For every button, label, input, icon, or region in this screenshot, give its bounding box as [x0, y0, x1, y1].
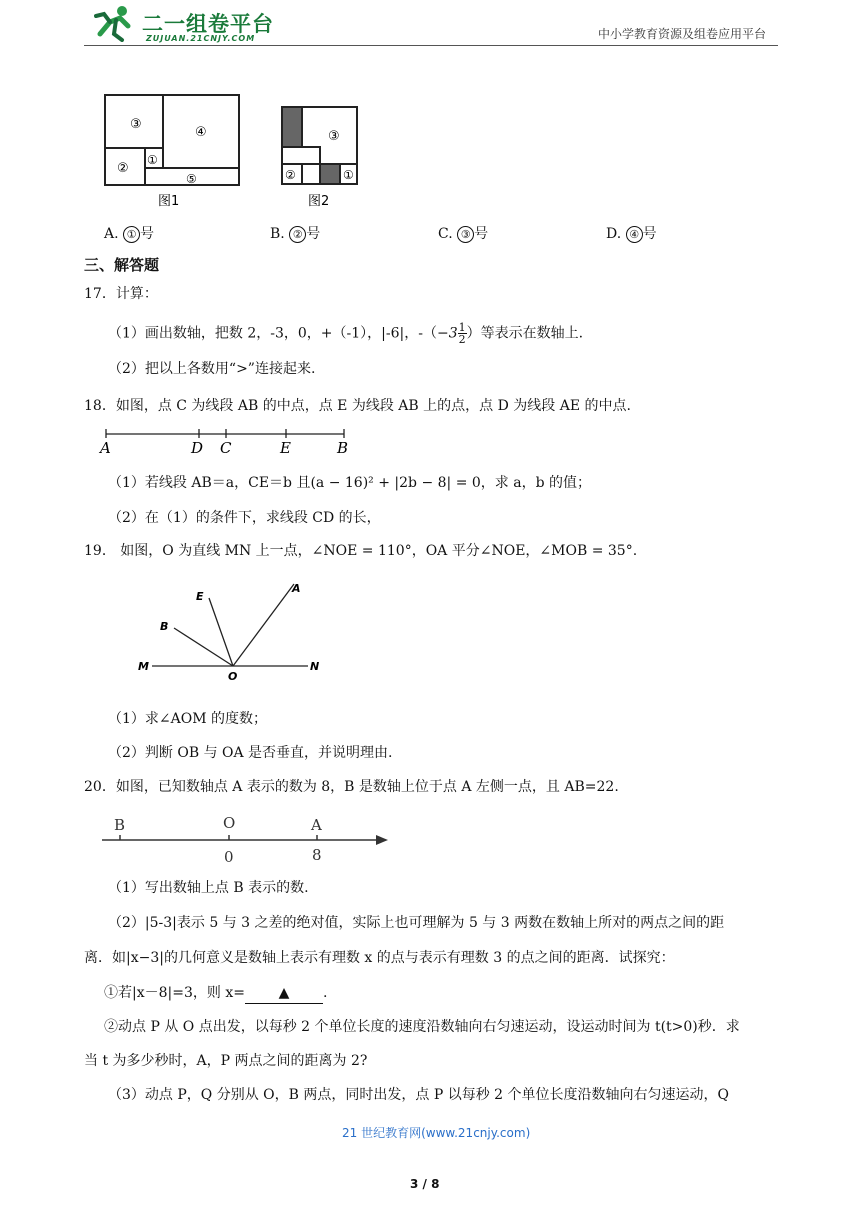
fig1-label-4: ④: [195, 125, 207, 140]
fig2-caption: 图2: [308, 194, 330, 209]
point-m-label: M: [138, 660, 149, 673]
axis-point-b: B: [114, 816, 126, 834]
option-d: D. ④ 号: [606, 226, 657, 242]
option-c: C. ③ 号: [438, 226, 489, 242]
ray-a-label: A: [292, 582, 301, 595]
fraction: $\frac{1}{2}$: [458, 321, 466, 346]
q20-sub1: ①若|x－8|=3，则 x= ▲ .: [104, 983, 327, 1004]
option-b-circled-number: ②: [289, 226, 306, 243]
logo-title: 二一组卷平台: [142, 12, 274, 36]
ray-b-label: B: [160, 620, 169, 633]
logo-subtitle: ZUJUAN.21CNJY.COM: [146, 34, 256, 43]
point-d-label: D: [191, 439, 204, 456]
q17-part1: （1）画出数轴，把数 2，-3，0，+（-1），|-6|，-（−3 $\frac{1}{2}$ ）等表示在数轴上.: [108, 321, 584, 346]
segment-diagram: [96, 424, 366, 456]
q18-stem: 18．如图，点 C 为线段 AB 的中点，点 E 为线段 AB 上的点，点 D 为线段 AE 的中点.: [84, 398, 631, 414]
axis-eight: 8: [312, 846, 322, 864]
q20-part3: （3）动点 P，Q 分别从 O，B 两点，同时出发，点 P 以每秒 2 个单位长度沿数轴向右匀速运动，Q: [108, 1087, 729, 1103]
q20-sub2-line1: ②动点 P 从 O 点出发，以每秒 2 个单位长度的速度沿数轴向右匀速运动，设运动时间为 t(t>0)秒．求: [104, 1019, 740, 1035]
fig1-label-5: ⑤: [186, 172, 197, 186]
q20-sub2-line2: 当 t 为多少秒时，A，P 两点之间的距离为 2?: [84, 1053, 368, 1069]
q19-stem: 19． 如图，O 为直线 MN 上一点，∠NOE = 110°，OA 平分∠NOE，∠MOB = 35°.: [84, 543, 638, 559]
point-c-label: C: [220, 439, 232, 456]
q20-part2-line2: 离．如|x−3|的几何意义是数轴上表示有理数 x 的点与表示有理数 3 的点之间的距离．试探究：: [84, 950, 675, 966]
header: [0, 0, 860, 50]
answer-blank[interactable]: ▲: [245, 983, 323, 1004]
section-title: 三、解答题: [84, 256, 160, 274]
fig1-label-1: ①: [147, 153, 158, 167]
fig2-label-3: ③: [328, 129, 340, 144]
q20-part2-line1: （2）|5-3|表示 5 与 3 之差的绝对值，实际上也可理解为 5 与 3 两数在数轴上所对的两点之间的距: [108, 915, 725, 931]
ray-e-label: E: [196, 590, 204, 603]
header-divider: [84, 45, 778, 46]
option-d-circled-number: ④: [626, 226, 643, 243]
q17-part2: （2）把以上各数用“>”连接起来.: [108, 361, 316, 377]
point-n-label: N: [310, 660, 320, 673]
fig2-label-1: ①: [343, 168, 354, 182]
page-number: 3 / 8: [410, 1177, 440, 1191]
option-c-circled-number: ③: [457, 226, 474, 243]
fig2-label-2: ②: [285, 168, 296, 182]
option-a-circled-number: ①: [123, 226, 140, 243]
runner-logo-icon: [92, 4, 136, 42]
angle-diagram: [130, 576, 330, 686]
fig1-caption: 图1: [158, 194, 180, 209]
point-a-label: A: [100, 439, 111, 456]
fig1-label-2: ②: [117, 161, 129, 176]
point-b-label: B: [337, 439, 349, 456]
q18-part2: （2）在（1）的条件下，求线段 CD 的长，: [108, 510, 381, 526]
axis-point-a: A: [311, 816, 322, 834]
q17-stem: 17．计算：: [84, 286, 158, 302]
q20-part1: （1）写出数轴上点 B 表示的数.: [108, 880, 309, 896]
option-b: B. ② 号: [270, 226, 321, 242]
header-platform-name: 中小学教育资源及组卷应用平台: [598, 27, 767, 41]
q19-part2: （2）判断 OB 与 OA 是否垂直，并说明理由.: [108, 745, 393, 761]
axis-point-o: O: [223, 814, 236, 832]
fig1-label-3: ③: [130, 117, 142, 132]
q18-part1: （1）若线段 AB＝a，CE＝b 且(a − 16)² + |2b − 8| = 0，求 a，b 的值；: [108, 475, 591, 491]
option-a: A. ① 号: [104, 226, 155, 242]
q20-stem: 20．如图，已知数轴点 A 表示的数为 8，B 是数轴上位于点 A 左侧一点，且 AB=22.: [84, 779, 619, 795]
rectangle-figures: [100, 90, 370, 210]
point-e-label: E: [280, 439, 291, 456]
axis-zero: 0: [224, 848, 234, 866]
number-line: [98, 810, 394, 866]
q19-part1: （1）求∠AOM 的度数；: [108, 711, 268, 727]
point-o-label: O: [228, 670, 238, 683]
footer-source[interactable]: 21 世纪教育网(www.21cnjy.com): [342, 1126, 531, 1140]
